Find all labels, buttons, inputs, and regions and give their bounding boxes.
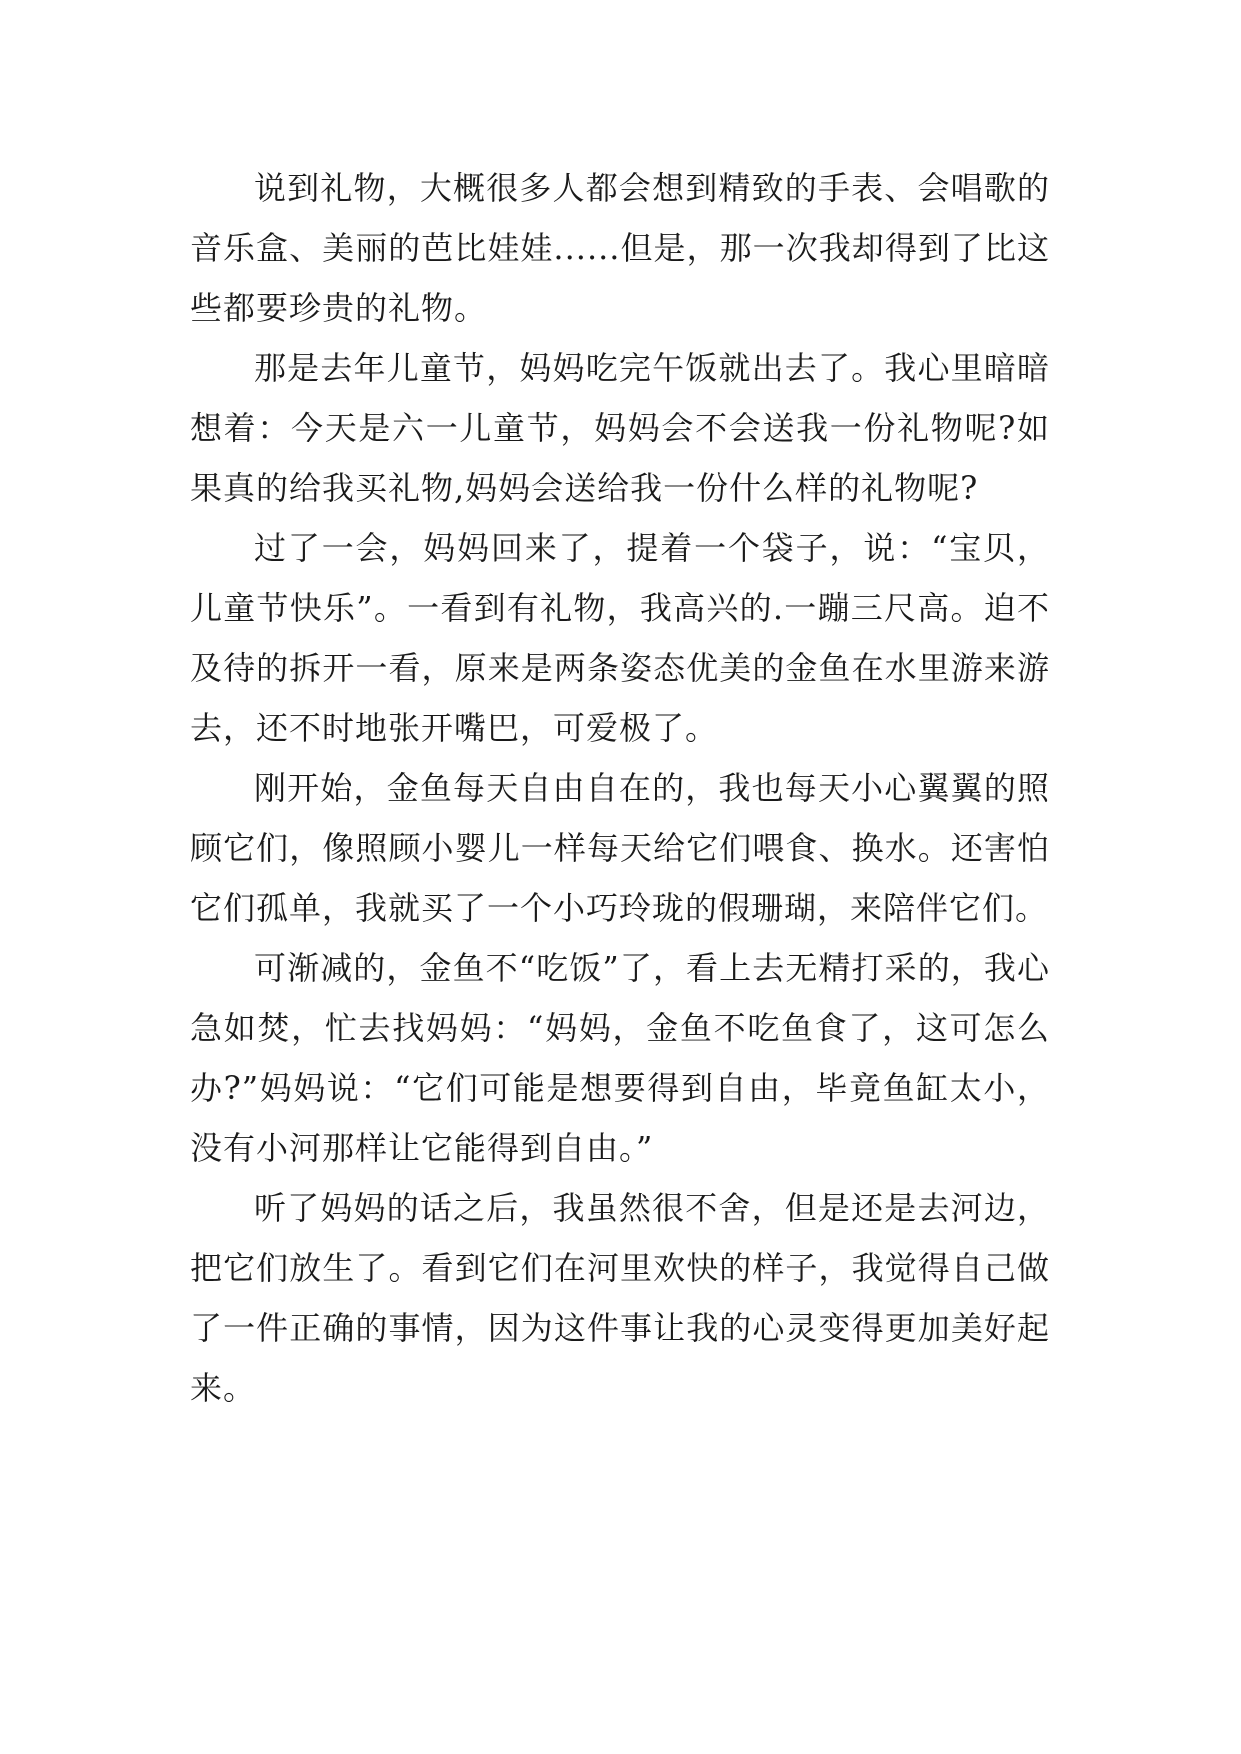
paragraph: 可渐减的，金鱼不“吃饭”了，看上去无精打采的，我心急如焚，忙去找妈妈：“妈妈，金鱼不吃鱼食了，这可怎么办?”妈妈说：“它们可能是想要得到自由，毕竟鱼缸太小，没有小河那样让它能得到自由。” [190,949,1050,1167]
paragraph: 刚开始，金鱼每天自由自在的，我也每天小心翼翼的照顾它们，像照顾小婴儿一样每天给它们喂食、换水。还害怕它们孤单，我就买了一个小巧玲珑的假珊瑚，来陪伴它们。 [190,769,1050,927]
essay-body [190,158,1050,1418]
paragraph: 那是去年儿童节，妈妈吃完午饭就出去了。我心里暗暗想着：今天是六一儿童节，妈妈会不会送我一份礼物呢?如果真的给我买礼物,妈妈会送给我一份什么样的礼物呢? [190,349,1050,507]
paragraph: 听了妈妈的话之后，我虽然很不舍，但是还是去河边，把它们放生了。看到它们在河里欢快的样子，我觉得自己做了一件正确的事情，因为这件事让我的心灵变得更加美好起来。 [190,1189,1050,1407]
paragraph: 说到礼物，大概很多人都会想到精致的手表、会唱歌的音乐盒、美丽的芭比娃娃......但是，那一次我却得到了比这些都要珍贵的礼物。 [190,169,1050,327]
paragraph: 过了一会，妈妈回来了，提着一个袋子，说：“宝贝，儿童节快乐”。一看到有礼物，我高兴的.一蹦三尺高。迫不及待的拆开一看，原来是两条姿态优美的金鱼在水里游来游去，还不时地张开嘴巴，可爱极了。 [190,529,1050,747]
